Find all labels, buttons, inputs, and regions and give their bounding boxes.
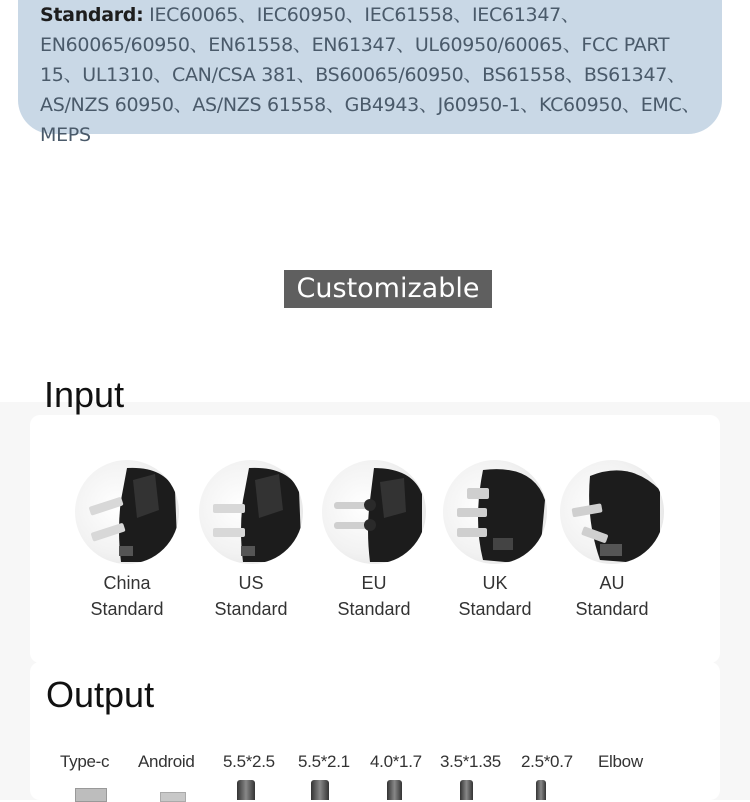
plug-label: AU Standard — [575, 573, 649, 619]
connector-label: Elbow — [598, 752, 643, 771]
connector-label: 5.5*2.5 — [223, 752, 275, 771]
connector-label: Android — [138, 752, 195, 771]
plug-au — [560, 460, 664, 622]
standards-list: IEC60065、IEC60950、IEC61558、IEC61347、EN60065/60950、EN61558、EN61347、UL60950/60065、FCC PART 15、UL1310、CAN/CSA 381、BS60065/60950、BS61558、BS61347、AS/NZS 60950、AS/NZS 61558、GB4943、J60950-1、KC60950、EMC、MEPS — [40, 4, 701, 146]
dc-35135-connector-icon — [460, 780, 473, 800]
uk-plug-icon — [443, 460, 547, 564]
input-title: Input — [44, 374, 125, 415]
connector-label: 4.0*1.7 — [370, 752, 422, 771]
standards-box — [18, 0, 722, 146]
connector-label: 5.5*2.1 — [298, 752, 350, 771]
connector-label: 2.5*0.7 — [521, 752, 573, 771]
china-plug-icon — [75, 460, 179, 564]
plug-eu — [322, 460, 426, 622]
customizable-banner: Customizable — [284, 270, 492, 308]
output-title: Output — [46, 674, 155, 715]
eu-plug-icon — [322, 460, 426, 564]
dc-2507-connector-icon — [536, 780, 546, 800]
dc-5525-connector-icon — [237, 780, 255, 800]
dc-5521-connector-icon — [311, 780, 329, 800]
plug-china — [75, 460, 179, 622]
plug-label: US Standard — [214, 573, 288, 619]
us-plug-icon — [199, 460, 303, 564]
connector-label: Type-c — [60, 752, 110, 771]
plug-label: EU Standard — [337, 573, 411, 619]
au-plug-icon — [560, 460, 664, 564]
connector-label: 3.5*1.35 — [440, 752, 501, 771]
standards-label: Standard: — [40, 4, 144, 26]
plug-label: UK Standard — [458, 573, 532, 619]
plug-uk — [443, 460, 547, 622]
plug-label: China Standard — [90, 573, 164, 619]
standards-text — [40, 0, 708, 150]
plug-us — [199, 460, 303, 622]
dc-4017-connector-icon — [387, 780, 402, 800]
android-connector-icon — [160, 792, 186, 802]
